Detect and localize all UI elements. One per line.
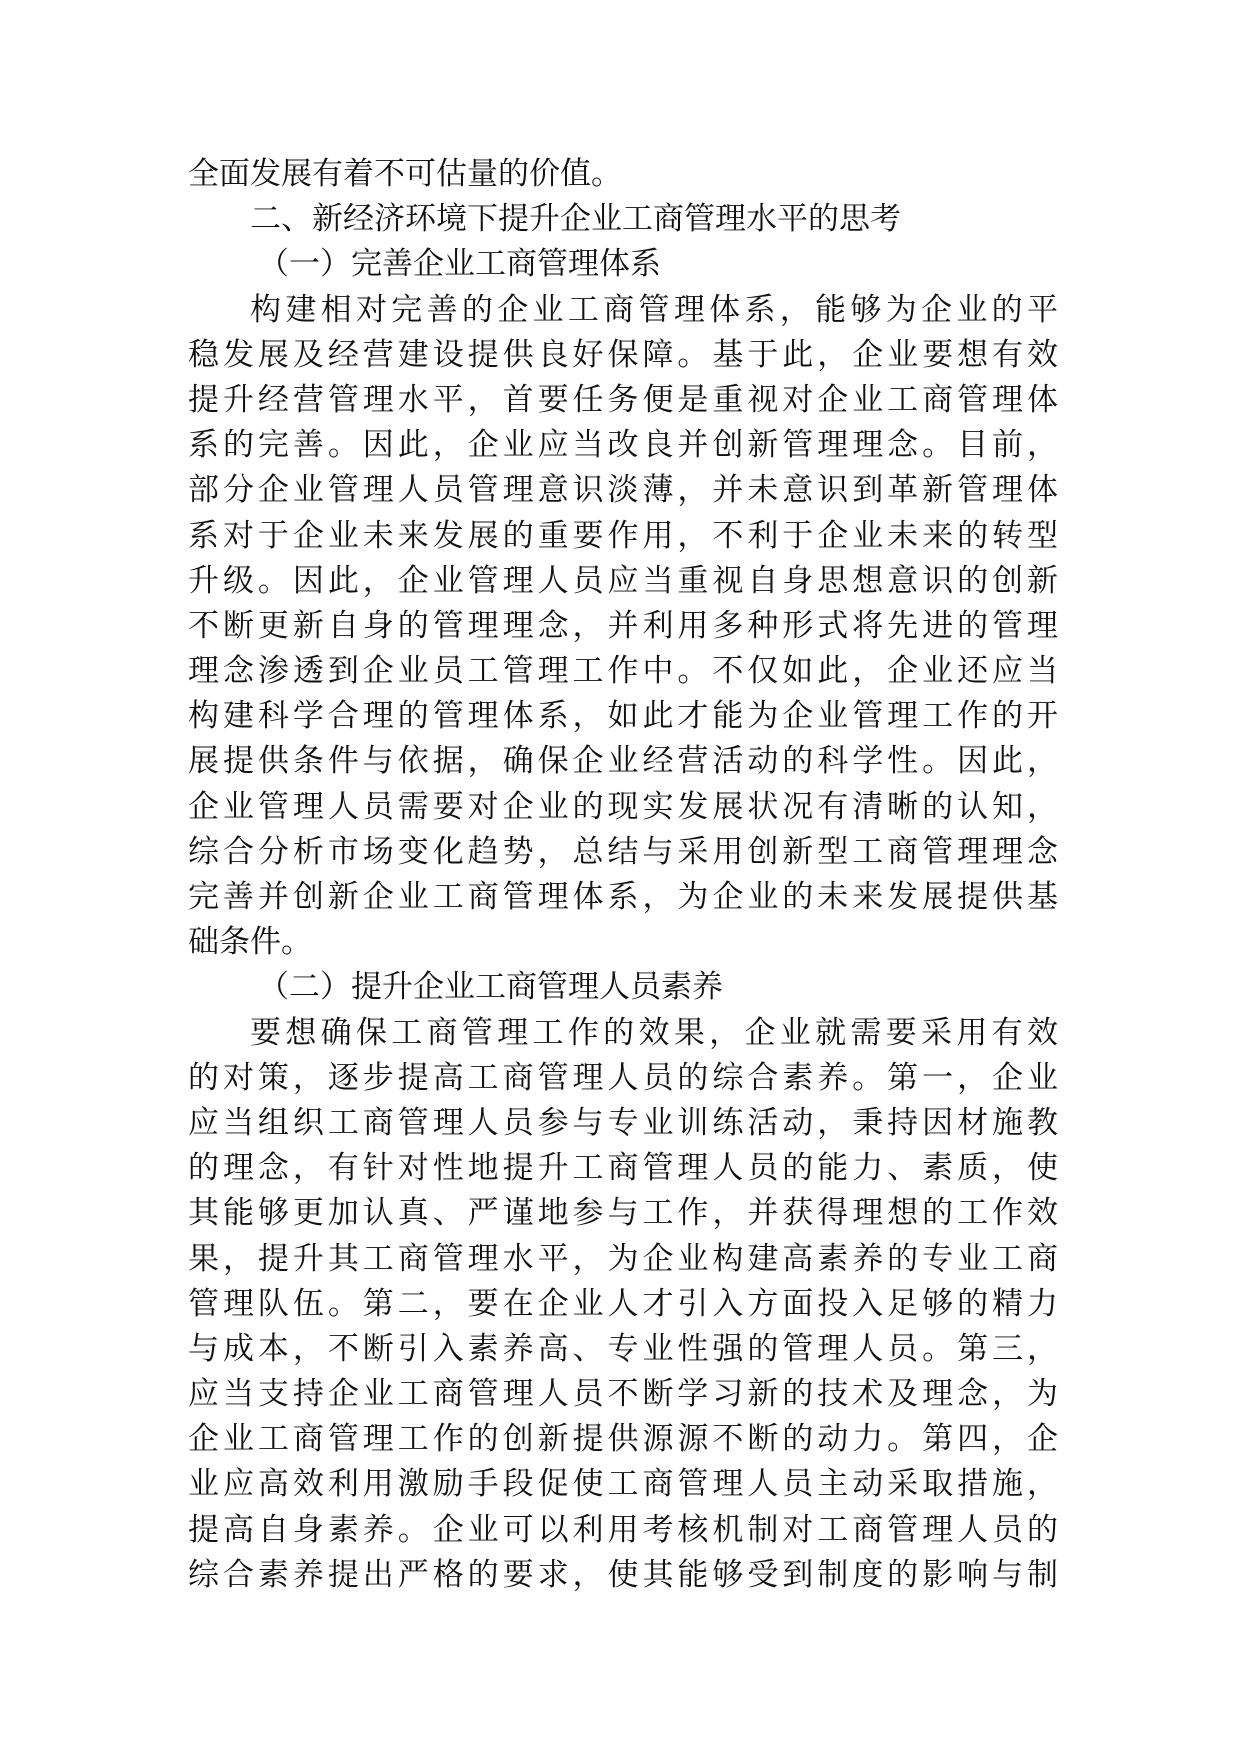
text-line: 提升经营管理水平，首要任务便是重视对企业工商管理体 — [188, 381, 1058, 418]
document-text — [188, 152, 1058, 1598]
text-line: 构建相对完善的企业工商管理体系，能够为企业的平 — [250, 291, 1058, 328]
text-line: 管理队伍。第二，要在企业人才引入方面投入足够的精力 — [188, 1285, 1058, 1322]
text-line: 的对策，逐步提高工商管理人员的综合素养。第一，企业 — [188, 1059, 1058, 1096]
text-line: 业应高效利用激励手段促使工商管理人员主动采取措施， — [188, 1466, 1058, 1503]
heading-text: （二）提升企业工商管理人员素养 — [258, 969, 723, 1006]
text-line: 其能够更加认真、严谨地参与工作，并获得理想的工作效 — [188, 1195, 1058, 1232]
text-line: 系对于企业未来发展的重要作用，不利于企业未来的转型 — [188, 517, 1058, 554]
text-line: 稳发展及经营建设提供良好保障。基于此，企业要想有效 — [188, 336, 1058, 373]
subsection-2-paragraph — [188, 1011, 1058, 1598]
text-line: 企业管理人员需要对企业的现实发展状况有清晰的认知， — [188, 788, 1058, 825]
text-line: 系的完善。因此，企业应当改良并创新管理理念。目前， — [188, 427, 1058, 464]
heading-text: （一）完善企业工商管理体系 — [258, 246, 661, 283]
subsection-heading-1 — [188, 242, 1058, 287]
subsection-1-paragraph — [188, 288, 1058, 966]
text-line: 综合素养提出严格的要求，使其能够受到制度的影响与制 — [188, 1556, 1058, 1593]
text-line: 综合分析市场变化趋势，总结与采用创新型工商管理理念 — [188, 833, 1058, 870]
text-line: 企业工商管理工作的创新提供源源不断的动力。第四，企 — [188, 1421, 1058, 1458]
section-heading — [188, 197, 1058, 242]
text-line: 不断更新自身的管理理念，并利用多种形式将先进的管理 — [188, 607, 1058, 644]
text-line: 与成本，不断引入素养高、专业性强的管理人员。第三， — [188, 1330, 1058, 1367]
text-line: 提高自身素养。企业可以利用考核机制对工商管理人员的 — [188, 1511, 1058, 1548]
text-line: 升级。因此，企业管理人员应当重视自身思想意识的创新 — [188, 562, 1058, 599]
text-line: 的理念，有针对性地提升工商管理人员的能力、素质，使 — [188, 1150, 1058, 1187]
text-line: 构建科学合理的管理体系，如此才能为企业管理工作的开 — [188, 698, 1058, 735]
subsection-heading-2 — [188, 965, 1058, 1010]
intro-paragraph-end — [188, 152, 1058, 197]
text-line: 果，提升其工商管理水平，为企业构建高素养的专业工商 — [188, 1240, 1058, 1277]
text-line: 础条件。 — [188, 924, 312, 961]
text-line: 应当组织工商管理人员参与专业训练活动，秉持因材施教 — [188, 1104, 1058, 1141]
text-line: 要想确保工商管理工作的效果，企业就需要采用有效 — [250, 1014, 1058, 1051]
text-line: 完善并创新企业工商管理体系，为企业的未来发展提供基 — [188, 879, 1058, 915]
text-line: 全面发展有着不可估量的价值。 — [188, 156, 622, 192]
text-line: 部分企业管理人员管理意识淡薄，并未意识到革新管理体 — [188, 472, 1058, 509]
heading-text: 二、新经济环境下提升企业工商管理水平的思考 — [250, 201, 901, 238]
text-line: 应当支持企业工商管理人员不断学习新的技术及理念，为 — [188, 1376, 1058, 1413]
text-line: 展提供条件与依据，确保企业经营活动的科学性。因此， — [188, 743, 1058, 780]
text-line: 理念渗透到企业员工管理工作中。不仅如此，企业还应当 — [188, 653, 1058, 690]
